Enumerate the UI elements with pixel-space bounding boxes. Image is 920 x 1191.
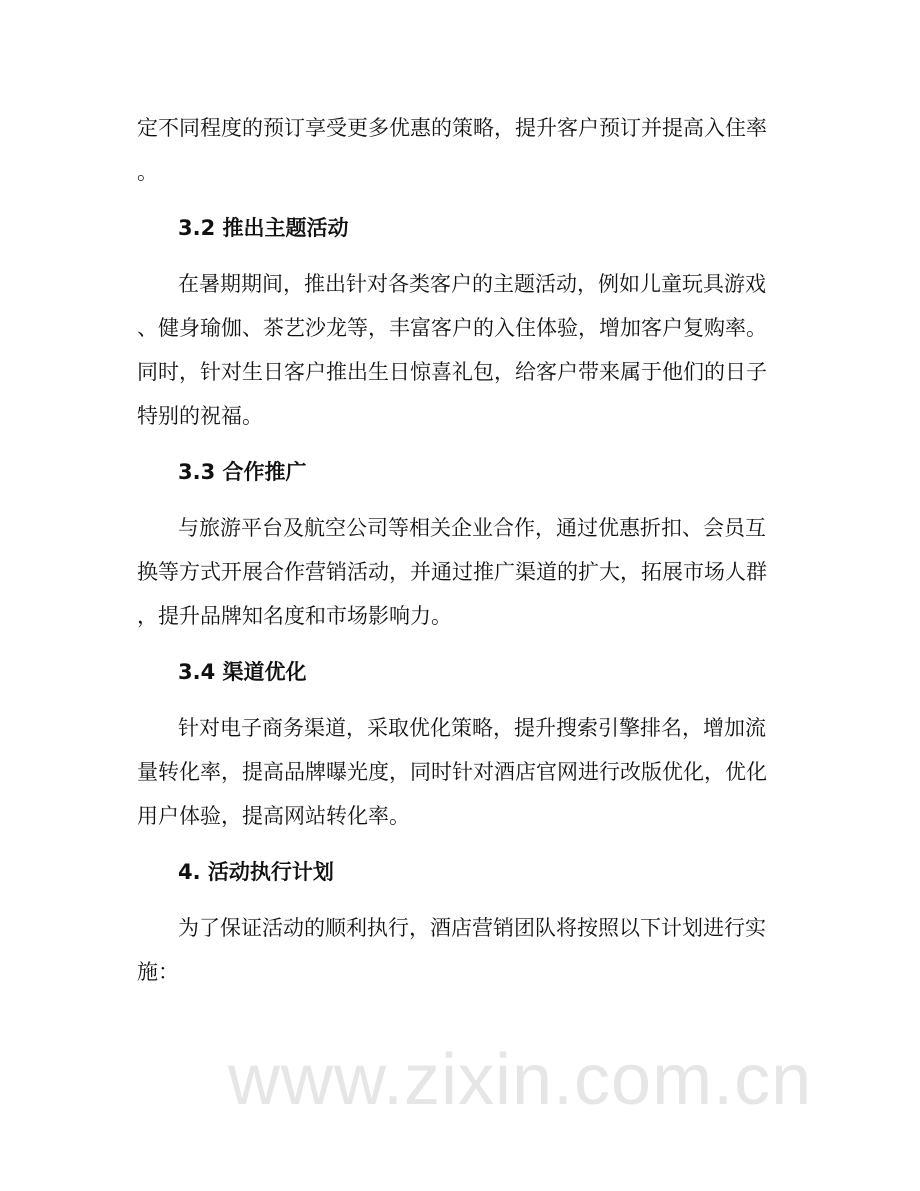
paragraph-line: 在暑期期间，推出针对各类客户的主题活动，例如儿童玩具游戏 xyxy=(178,272,766,296)
paragraph-line: 与旅游平台及航空公司等相关企业合作，通过优惠折扣、会员互 xyxy=(178,516,766,540)
section-heading-4: 4. 活动执行计划 xyxy=(178,860,334,884)
section-heading-3-3: 3.3 合作推广 xyxy=(178,460,307,484)
section-heading-3-4: 3.4 渠道优化 xyxy=(178,660,307,684)
paragraph-line: 换等方式开展合作营销活动，并通过推广渠道的扩大，拓展市场人群 xyxy=(137,560,767,584)
paragraph-line: 量转化率，提高品牌曝光度，同时针对酒店官网进行改版优化，优化 xyxy=(137,760,767,784)
section-heading-3-2: 3.2 推出主题活动 xyxy=(178,216,349,240)
paragraph-line: 定不同程度的预订享受更多优惠的策略，提升客户预订并提高入住率 xyxy=(137,116,767,140)
watermark: www.zixin.com.cn xyxy=(228,1040,813,1120)
paragraph-line: 针对电子商务渠道，采取优化策略，提升搜索引擎排名，增加流 xyxy=(178,716,766,740)
paragraph-line: 、健身瑜伽、茶艺沙龙等，丰富客户的入住体验，增加客户复购率。 xyxy=(137,316,767,340)
paragraph-line: 为了保证活动的顺利执行，酒店营销团队将按照以下计划进行实 xyxy=(178,916,766,940)
paragraph-line: ，提升品牌知名度和市场影响力。 xyxy=(137,604,452,628)
paragraph-line: 用户体验，提高网站转化率。 xyxy=(137,804,410,828)
paragraph-line: 。 xyxy=(137,160,158,184)
paragraph-line: 施： xyxy=(137,960,179,984)
paragraph-line: 特别的祝福。 xyxy=(137,404,263,428)
paragraph-line: 同时，针对生日客户推出生日惊喜礼包，给客户带来属于他们的日子 xyxy=(137,360,767,384)
